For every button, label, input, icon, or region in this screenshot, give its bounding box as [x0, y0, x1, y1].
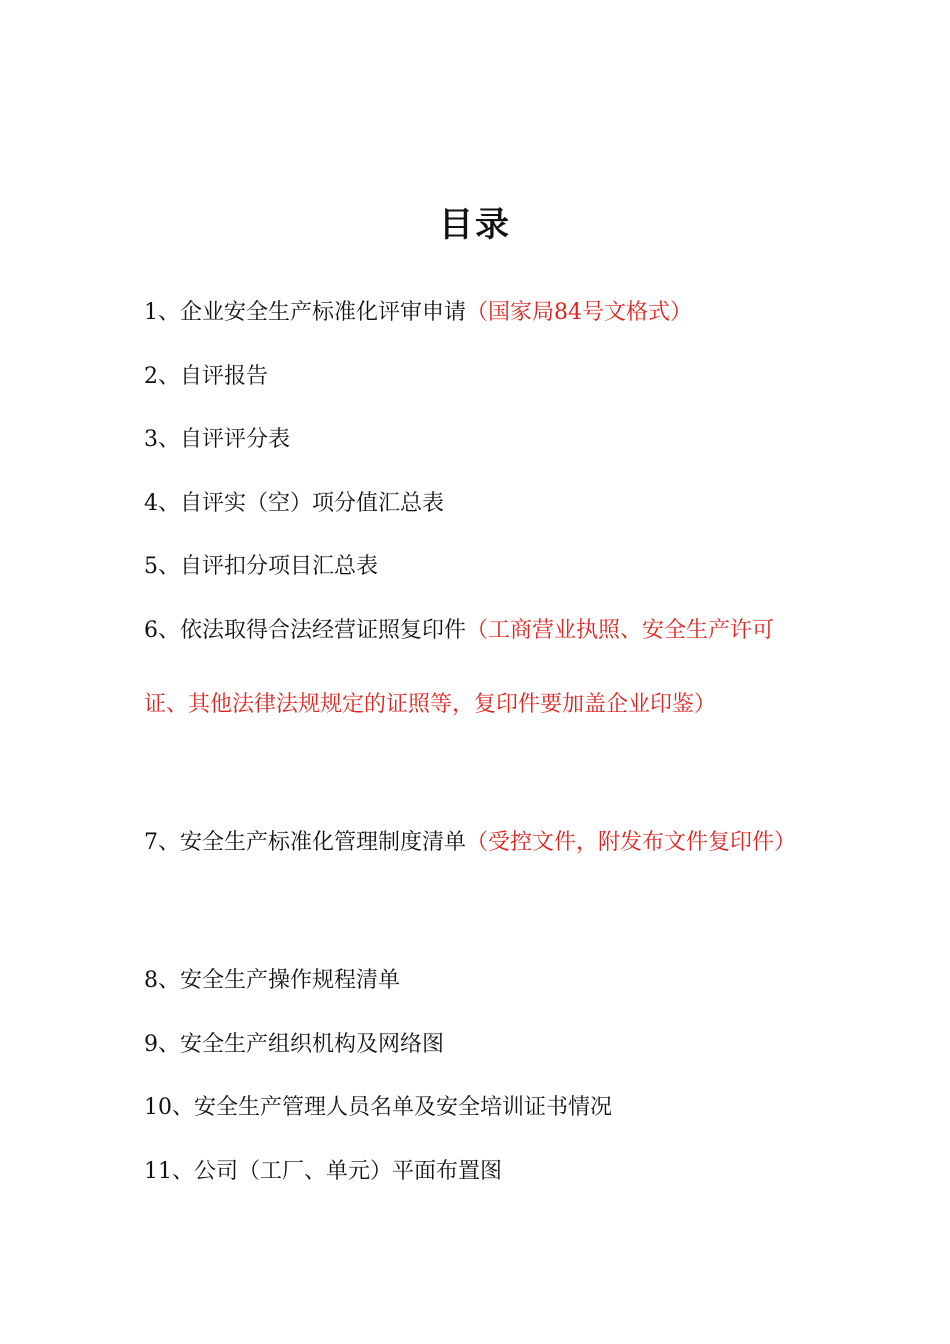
- toc-item: [144, 594, 812, 742]
- toc-item: [144, 424, 812, 456]
- toc-item-text: 7、安全生产标准化管理制度清单: [144, 830, 466, 855]
- toc-item-text: 8、安全生产操作规程清单: [144, 968, 400, 993]
- toc-item-text: 9、安全生产组织机构及网络图: [144, 1032, 444, 1057]
- toc-item: [144, 488, 812, 520]
- toc-item: [144, 551, 812, 583]
- toc-item: [144, 965, 812, 997]
- toc-item: [144, 1029, 812, 1061]
- toc-item-note: （国家局84号文格式）: [466, 300, 692, 325]
- toc-item-text: 10、安全生产管理人员名单及安全培训证书情况: [144, 1095, 612, 1120]
- toc-item: [144, 1156, 812, 1188]
- toc-item-note: （工商营业执照、安全生产许可证、其他法律法规规定的证照等，复印件要加盖企业印鉴）: [144, 618, 775, 717]
- toc-item-text: 3、自评评分表: [144, 427, 290, 452]
- toc-item-note: （受控文件，附发布文件复印件）: [466, 830, 797, 855]
- toc-item-text: 5、自评扣分项目汇总表: [144, 554, 378, 579]
- toc-item-text: 1、企业安全生产标准化评审申请: [144, 300, 466, 325]
- page-title: 目录: [439, 205, 511, 245]
- toc-item: [144, 361, 812, 393]
- toc-item: [144, 1092, 812, 1124]
- toc-item-text: 4、自评实（空）项分值汇总表: [144, 491, 444, 516]
- toc-item: [144, 297, 812, 329]
- toc-item-text: 11、公司（工厂、单元）平面布置图: [144, 1159, 502, 1184]
- toc-item-text: 2、自评报告: [144, 364, 268, 389]
- toc-item-text: 6、依法取得合法经营证照复印件: [144, 618, 466, 643]
- toc-item: [144, 806, 812, 880]
